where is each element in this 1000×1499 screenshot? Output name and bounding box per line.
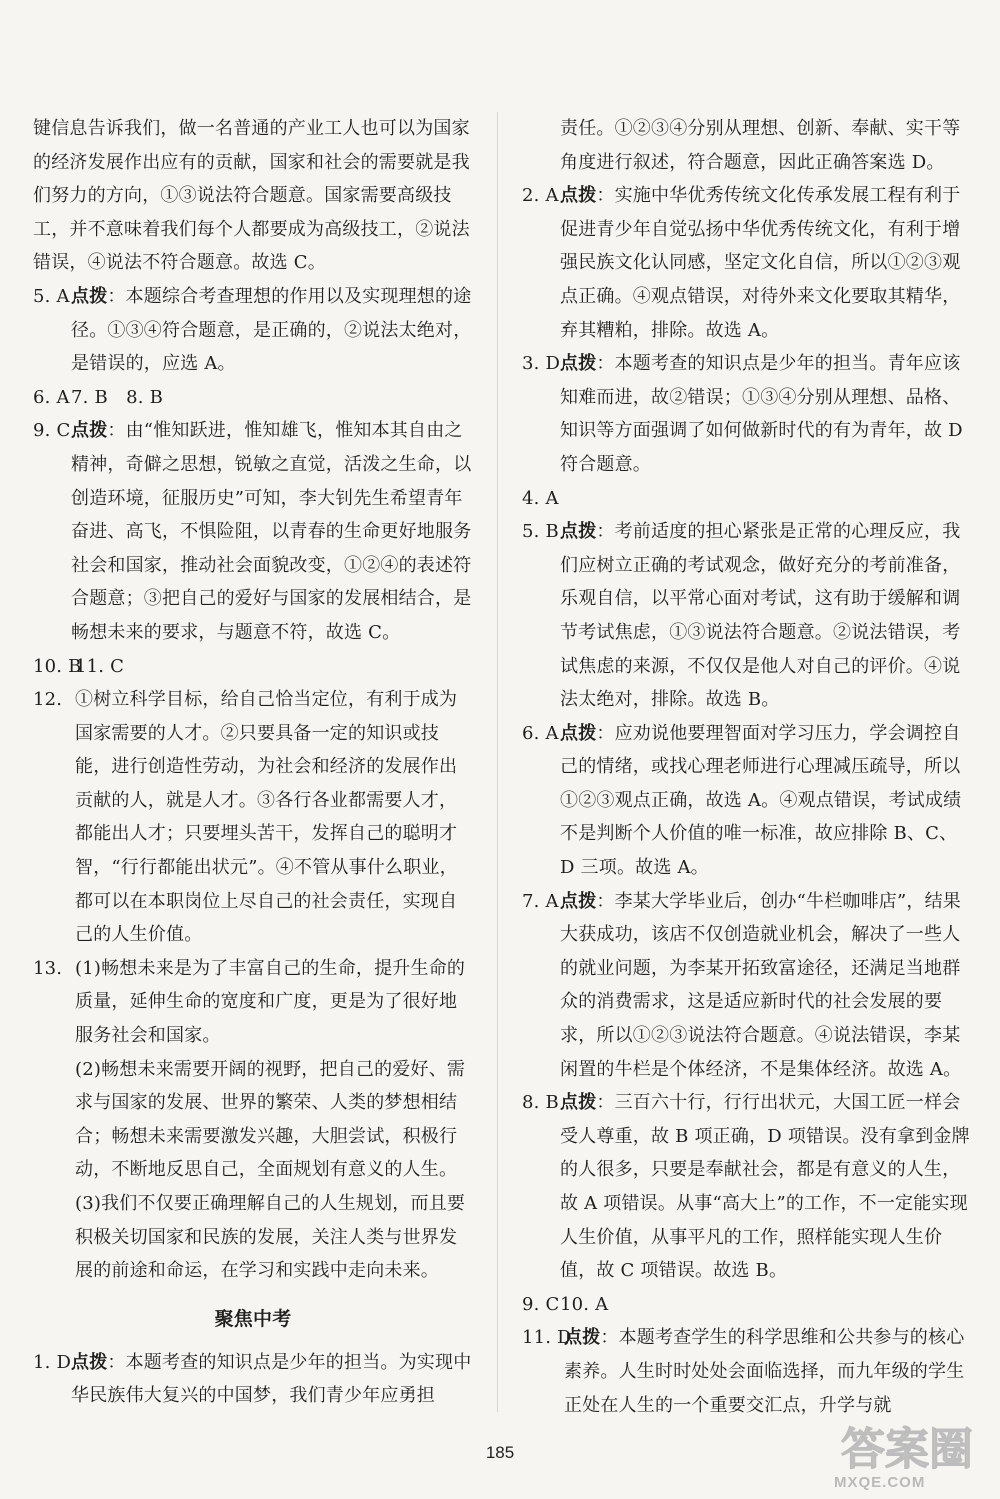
answer-text: 11. C (75, 655, 125, 677)
hint-keyword: 点拨 (560, 1092, 597, 1114)
answer-item (522, 1321, 970, 1422)
answer-item (522, 482, 970, 516)
left-column (33, 112, 473, 1413)
answer-text: ：考前适度的担心紧张是正常的心理反应，我们应树立正确的考试观念，做好充分的考前准备，乐观自信，以平常心面对考试，这有助于缓解和调节考试焦虑，①③说法符合题意。②说法错误，考试焦虑的来源，不仅仅是他人对自己的评价。④说法太绝对，排除。故选 B。 (560, 521, 961, 711)
answer-number: 5. B (522, 521, 559, 543)
watermark-logo-text: 答案圈 (841, 1424, 973, 1475)
answer-number: 10. B (33, 655, 82, 677)
answer-item (33, 952, 473, 1288)
answer-text: ：应劝说他要理智面对学习压力，学会调控自己的情绪，或找心理老师进行心理减压疏导，所以①②③观点正确，故选 A。④观点错误，考试成绩不是判断个人价值的唯一标准，故应排除 B、C、D 三项。故选 A。 (560, 722, 962, 879)
hint-keyword: 点拨 (564, 1327, 601, 1349)
answer-number: 1. D (33, 1351, 72, 1373)
answer-text: 7. B 8. B (71, 386, 164, 408)
answer-item (522, 347, 970, 481)
answer-item (522, 515, 970, 717)
hint-keyword: 点拨 (71, 285, 108, 307)
answer-number: 9. C (522, 1293, 560, 1315)
answer-number: 13. (33, 957, 63, 979)
answer-number: 8. B (522, 1092, 559, 1114)
answer-text: ①树立科学目标，给自己恰当定位，有利于成为国家需要的人才。②只要具备一定的知识或技能，进行创造性劳动，为社会和经济的发展作出贡献的人，就是人才。③各行各业都需要人才，都能出人才；只要埋头苦干，发挥自己的聪明才智，“行行都能出状元”。④不管从事什么职业，都可以在本职岗位上尽自己的社会责任，实现自己的人生价值。 (75, 689, 458, 946)
watermark-url: MXQE.COM (834, 1474, 926, 1491)
answer-number: 2. A (522, 185, 559, 207)
answer-text: ：由“惟知跃进，惟知雄飞，惟知本其自由之精神，奇僻之思想，锐敏之直觉，活泼之生命，以创造环境，征服历史”可知，李大钊先生希望青年奋进、高飞，不惧险阻，以青春的生命更好地服务社会和国家，推动社会面貌改变，①②④的表述符合题意；③把自己的爱好与国家的发展相结合，是畅想未来的要求，与题意不符，故选 C。 (71, 420, 472, 643)
answer-item (33, 650, 473, 684)
hint-keyword: 点拨 (560, 722, 597, 744)
answer-number: 6. A (33, 386, 70, 408)
hint-keyword: 点拨 (560, 521, 597, 543)
answer-number: 4. A (522, 487, 559, 509)
page-number: 185 (485, 1443, 515, 1462)
answer-item (33, 1346, 473, 1413)
section-heading: 聚焦中考 (214, 1307, 292, 1330)
answer-item (33, 381, 473, 415)
continued-paragraph: 键信息告诉我们，做一名普通的产业工人也可以为国家的经济发展作出应有的贡献，国家和社会的需要就是我们努力的方向，①③说法符合题意。国家需要高级技工，并不意味着我们每个人都要成为高级技工，②说法错误，④说法不符合题意。故选 C。 (33, 118, 470, 274)
column-divider (497, 112, 498, 1412)
sub-answer: (1)畅想未来是为了丰富自己的生命，提升生命的质量，延伸生命的宽度和广度，更是为了很好地服务社会和国家。 (75, 957, 466, 1047)
answer-item (33, 683, 473, 952)
answer-item (522, 717, 970, 885)
answer-number: 3. D (522, 353, 561, 375)
answer-item (522, 1288, 970, 1322)
answer-number: 12. (33, 689, 63, 711)
hint-keyword: 点拨 (560, 890, 597, 912)
right-column (522, 112, 970, 1422)
answer-text: ：李某大学毕业后，创办“牛栏咖啡店”，结果大获成功，该店不仅创造就业机会，解决了一些人的就业问题，为李某开拓致富途径，还满足当地群众的消费需求，这是适应新时代的社会发展的要求，所以①②③说法符合题意。④说法错误，李某闲置的牛栏是个体经济，不是集体经济。故选 A。 (560, 890, 962, 1080)
answer-text: ：三百六十行，行行出状元，大国工匠一样会受人尊重，故 B 项正确，D 项错误。没有拿到金牌的人很多，只要是奉献社会，都是有意义的人生，故 A 项错误。从事“高大上”的工作，不一定能实现人生价值，从事平凡的工作，照样能实现人生价值，故 C 项错误。故选 B。 (560, 1092, 970, 1282)
answer-text: ：本题考查的知识点是少年的担当。为实现中华民族伟大复兴的中国梦，我们青少年应勇担 (71, 1351, 472, 1407)
hint-keyword: 点拨 (560, 185, 597, 207)
answer-item (33, 414, 473, 649)
hint-keyword: 点拨 (71, 1351, 108, 1373)
sub-answer: (3)我们不仅要正确理解自己的人生规划，而且要积极关切国家和民族的发展，关注人类与世界发展的前途和命运，在学习和实践中走向未来。 (75, 1193, 466, 1282)
answer-text: ：本题考查的知识点是少年的担当。青年应该知难而进，故②错误；①③④分别从理想、品格、知识等方面强调了如何做新时代的有为青年，故 D 符合题意。 (560, 353, 963, 475)
answer-item (522, 885, 970, 1087)
hint-keyword: 点拨 (560, 353, 597, 375)
answer-item (522, 1086, 970, 1288)
answer-number: 11. D (522, 1327, 572, 1349)
answer-item (522, 179, 970, 347)
answer-number: 7. A (522, 890, 559, 912)
answer-item (33, 280, 473, 381)
answer-text: 10. A (560, 1293, 609, 1315)
answer-text: ：本题综合考查理想的作用以及实现理想的途径。①③④符合题意，是正确的，②说法太绝对，是错误的，应选 A。 (71, 285, 472, 375)
answer-text: ：本题考查学生的科学思维和公共参与的核心素养。人生时时处处会面临选择，而九年级的学生正处在人生的一个重要交汇点，升学与就 (564, 1327, 965, 1416)
answer-number: 6. A (522, 722, 559, 744)
answer-number: 5. A (33, 285, 70, 307)
answer-text: ：实施中华优秀传统文化传承发展工程有利于促进青少年自觉弘扬中华优秀传统文化，有利于增强民族文化认同感，坚定文化自信，所以①②③观点正确。④观点错误，对待外来文化要取其精华，弃其糟粕，排除。故选 A。 (560, 185, 961, 341)
sub-answer: (2)畅想未来需要开阔的视野，把自己的爱好、需求与国家的发展、世界的繁荣、人类的梦想相结合；畅想未来需要激发兴趣，大胆尝试，积极行动，不断地反思自己，全面规划有意义的人生。 (75, 1058, 466, 1181)
continued-paragraph: 责任。①②③④分别从理想、创新、奉献、实干等角度进行叙述，符合题意，因此正确答案选 D。 (560, 118, 961, 173)
answer-number: 9. C (33, 420, 71, 442)
hint-keyword: 点拨 (71, 420, 108, 442)
